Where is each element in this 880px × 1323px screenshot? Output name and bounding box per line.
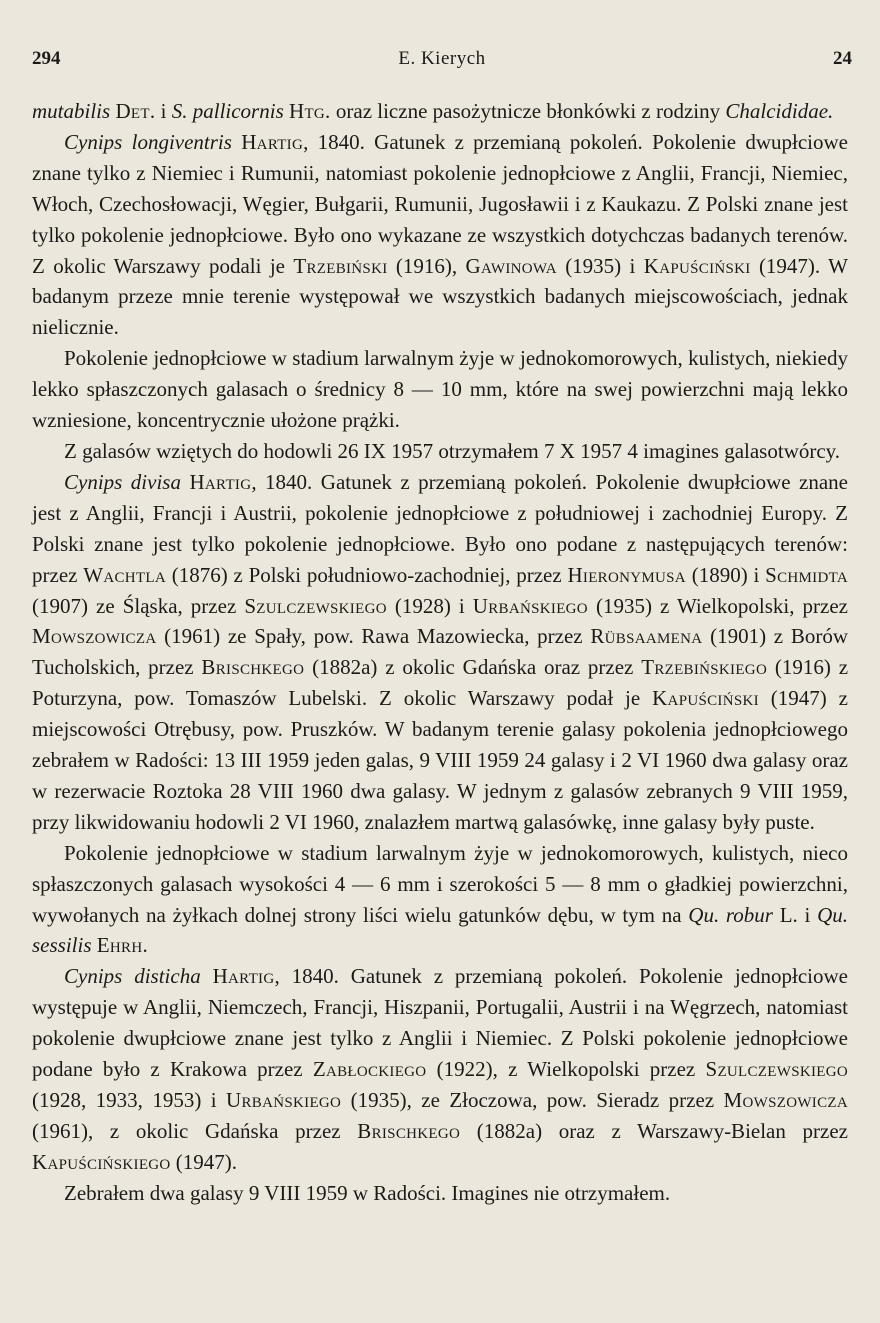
author-citation: Szulczewskiego	[705, 1057, 848, 1082]
text-run: i	[155, 99, 172, 123]
text-run: oraz liczne pasożytnicze błonkówki z rodziny	[330, 99, 726, 123]
author-citation: Zabłockiego	[312, 1057, 427, 1082]
author-citation: Trzebiński	[293, 253, 388, 278]
text-run: (1916),	[387, 253, 466, 278]
text-run	[232, 130, 241, 154]
text-run: (1882a) oraz z Warszawy-Bielan przez	[460, 1118, 848, 1143]
text-run: (1928, 1933, 1953) i	[32, 1088, 227, 1112]
taxon-name: mutabilis	[32, 99, 111, 123]
text-run: , 1840. Gatunek z przemianą pokoleń. Pokolenie dwupłciowe znane jest z Anglii, Francji i Austrii, pokolenie jednopłciowe z południowej i zachodniej Europy. Z Polski znane jest tylko pokolenie jednopłciowe. Było ono podane z następujących terenów: przez	[32, 469, 848, 587]
author-citation: Szulczewskiego	[244, 593, 387, 618]
author-citation: Schmidta	[765, 562, 848, 587]
author-citation: Urbańskiego	[226, 1088, 342, 1112]
taxon-name: Cynips divisa	[64, 469, 181, 494]
author-citation: Htg.	[289, 99, 331, 123]
taxon-name: Cynips disticha	[64, 964, 201, 989]
paragraph	[32, 343, 848, 436]
text-run: Z galasów wziętych do hodowli 26 IX 1957 otrzymałem 7 X 1957 4 imagines galasotwórcy.	[64, 438, 841, 463]
author-citation: Rübsaamena	[590, 624, 703, 649]
author-citation: Hieronymusa	[567, 562, 686, 587]
text-run: (1961) ze Spały, pow. Rawa Mazowiecka, przez	[156, 624, 591, 649]
taxon-name: Cynips longiventris	[64, 129, 232, 154]
author-citation: Brischkego	[357, 1118, 461, 1143]
paragraph	[32, 1178, 848, 1209]
author-citation: Gawinowa	[465, 253, 557, 278]
text-run: Pokolenie jednopłciowe w stadium larwalnym żyje w jednokomorowych, kulistych, nieco spłaszczonych galasach wysokości 4 — 6 mm i szerokości 5 — 8 mm o gładkiej powierzchni, wywołanych na żyłkach dolnej strony liści wielu gatunków dębu, w tym na	[32, 840, 848, 927]
running-author: E. Kierych	[398, 48, 486, 69]
text-run: Zebrałem dwa galasy 9 VIII 1959 w Radości. Imagines nie otrzymałem.	[64, 1180, 671, 1205]
author-citation: Det.	[115, 99, 156, 123]
text-run: (1890) i	[685, 562, 766, 587]
text-run: (1947) z miejscowości Otrębusy, pow. Pruszków. W badanym terenie galasy pokolenia jednopłciowego zebrałem w Radości: 13 III 1959 jeden galas, 9 VIII 1959 24 galasy i 2 VI 1960 dwa galasy oraz w rezerwacie Roztoka 28 VIII 1960 dwa galasy. W jednym z galasów zebranych 9 VIII 1959, przy likwidowaniu hodowli 2 VI 1960, znalazłem martwą galasówkę, inne galasy były puste.	[32, 686, 848, 834]
article-body	[32, 96, 848, 1209]
taxon-name: S. pallicornis	[171, 99, 284, 123]
text-run: (1916) z Poturzyna, pow. Tomaszów Lubelski. Z okolic Warszawy podał je	[32, 655, 849, 711]
section-number: 24	[833, 48, 852, 69]
text-run: , 1840. Gatunek z przemianą pokoleń. Pokolenie jednopłciowe występuje w Anglii, Niemczech, Francji, Hiszpanii, Portugalii, Austrii i na Węgrzech, natomiast pokolenie dwupłciowe znane jest tylko z Anglii i Niemiec. Z Polski pokolenie jednopłciowe podane było z Krakowa przez	[32, 964, 848, 1082]
taxon-name: Qu. sessilis	[32, 902, 848, 958]
text-run: (1928) i	[386, 593, 473, 618]
text-run: L. i	[772, 902, 818, 927]
paragraph	[32, 838, 848, 962]
running-header	[32, 48, 852, 74]
text-run: (1935) z Wielkopolski, przez	[587, 593, 849, 618]
author-citation: Hartig	[241, 129, 304, 154]
text-run: (1922), z Wielkopolski przez	[426, 1057, 706, 1082]
taxon-name: Chalcididae.	[725, 99, 834, 123]
text-run: (1935) i	[556, 253, 644, 278]
author-citation: Hartig	[189, 469, 252, 494]
text-run: (1935), ze Złoczowa, pow. Sieradz przez	[341, 1088, 724, 1112]
paragraph	[32, 96, 848, 127]
taxon-name: Qu. robur	[688, 902, 773, 927]
text-run: (1947). W badanym przeze mnie terenie występował we wszystkich badanych miejscowościach, jednak nielicznie.	[32, 253, 848, 340]
text-run: (1882a) z okolic Gdańska oraz przez	[304, 655, 642, 680]
text-run: (1901) z Borów Tucholskich, przez	[32, 624, 848, 680]
author-citation: Urbańskiego	[472, 593, 588, 618]
paragraph	[32, 127, 848, 343]
author-citation: Wachtla	[83, 562, 166, 587]
author-citation: Kapuściński	[643, 253, 751, 278]
author-citation: Mowszowicza	[723, 1088, 848, 1112]
author-citation: Brischkego	[201, 655, 305, 680]
author-citation: Kapuściński	[652, 686, 759, 711]
text-run: (1876) z Polski południowo-zachodniej, przez	[165, 562, 568, 587]
author-citation: Mowszowicza	[32, 624, 157, 649]
text-run	[201, 964, 213, 988]
text-run: (1961), z okolic Gdańska przez	[32, 1118, 358, 1143]
paragraph	[32, 467, 848, 838]
author-citation: Kapuścińskiego	[32, 1149, 171, 1174]
author-citation: Trzebińskiego	[641, 655, 768, 680]
text-run: , 1840. Gatunek z przemianą pokoleń. Pokolenie dwupłciowe znane tylko z Niemiec i Rumunii, natomiast pokolenie jednopłciowe z Anglii, Francji, Niemiec, Włoch, Czechosłowacji, Węgier, Bułgarii, Rumunii, Jugosławii i z Kaukazu. Z Polski znane jest tylko pokolenie jednopłciowe. Było ono wykazane ze wszystkich dotychczas badanych terenów. Z okolic Warszawy podali je	[32, 129, 848, 278]
paragraph	[32, 436, 848, 467]
text-run: (1907) ze Śląska, przez	[32, 593, 245, 618]
author-citation: Ehrh.	[96, 933, 149, 958]
page-number: 294	[32, 48, 61, 69]
paragraph	[32, 961, 848, 1177]
text-run: Pokolenie jednopłciowe w stadium larwalnym żyje w jednokomorowych, kulistych, niekiedy lekko spłaszczonych galasach o średnicy 8 — 10 mm, które na swej powierzchni mają lekko wzniesione, koncentrycznie ułożone prążki.	[32, 346, 848, 433]
author-citation: Hartig	[212, 964, 275, 989]
text-run: (1947).	[170, 1149, 238, 1174]
